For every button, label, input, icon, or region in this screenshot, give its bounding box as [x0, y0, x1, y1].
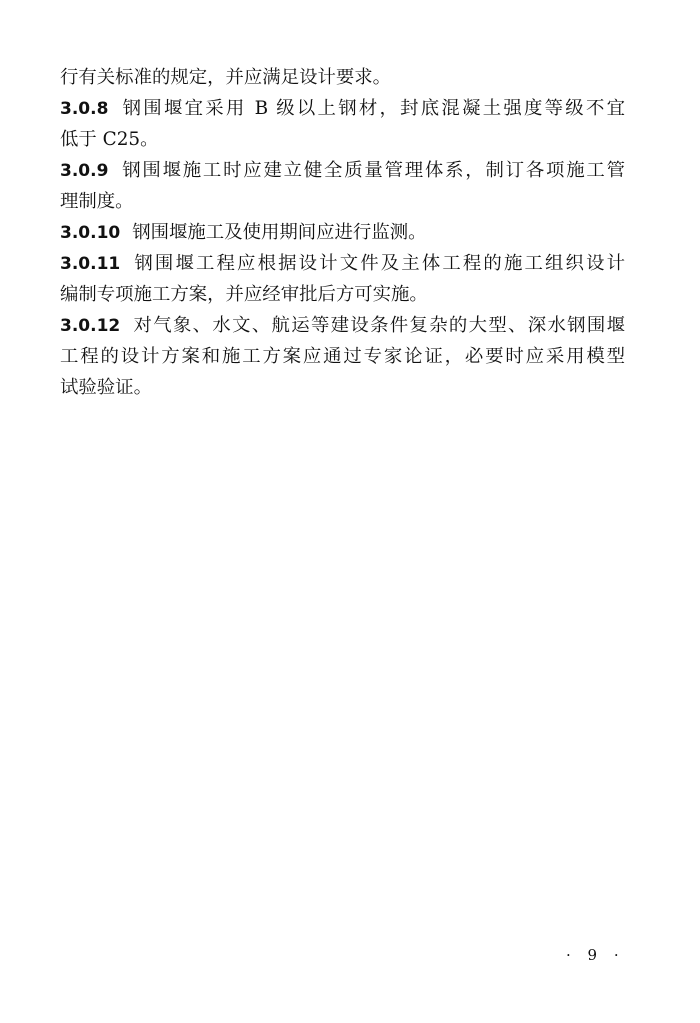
- clause-first-line: [60, 248, 625, 279]
- continuation-line: 行有关标准的规定，并应满足设计要求。: [60, 67, 392, 88]
- clause-3-0-10: [60, 217, 625, 248]
- clause-text-line: 低于 C25。: [60, 129, 159, 150]
- clause-first-line: [60, 217, 625, 248]
- clause-3-0-9: [60, 155, 625, 217]
- clause-first-line: [60, 310, 625, 341]
- clause-number: 3.0.11: [60, 254, 121, 274]
- clause-text-line: 理制度。: [60, 191, 134, 212]
- clause-text-line: 试验验证。: [60, 377, 152, 398]
- clause-3-0-12: [60, 310, 625, 403]
- document-body: [60, 62, 625, 403]
- clause-3-0-8: [60, 93, 625, 155]
- clause-text: 钢围堰工程应根据设计文件及主体工程的施工组织设计: [132, 253, 625, 274]
- clause-text: 钢围堰宜采用 B 级以上钢材，封底混凝土强度等级不宜: [120, 98, 625, 119]
- clause-first-line: [60, 93, 625, 124]
- clause-first-line: [60, 155, 625, 186]
- clause-text-line: 编制专项施工方案，并应经审批后方可实施。: [60, 284, 428, 305]
- page-number: · 9 ·: [566, 946, 625, 964]
- clause-text-line: 工程的设计方案和施工方案应通过专家论证，必要时应采用模型: [60, 346, 625, 367]
- clause-3-0-11: [60, 248, 625, 310]
- clause-text: 对气象、水文、航运等建设条件复杂的大型、深水钢围堰: [132, 315, 625, 336]
- clause-text: 钢围堰施工时应建立健全质量管理体系，制订各项施工管: [120, 160, 625, 181]
- clause-number: 3.0.12: [60, 316, 121, 336]
- clause-number: 3.0.8: [60, 99, 109, 119]
- clause-text: 钢围堰施工及使用期间应进行监测。: [132, 222, 427, 243]
- clause-number: 3.0.10: [60, 223, 121, 243]
- clause-number: 3.0.9: [60, 161, 109, 181]
